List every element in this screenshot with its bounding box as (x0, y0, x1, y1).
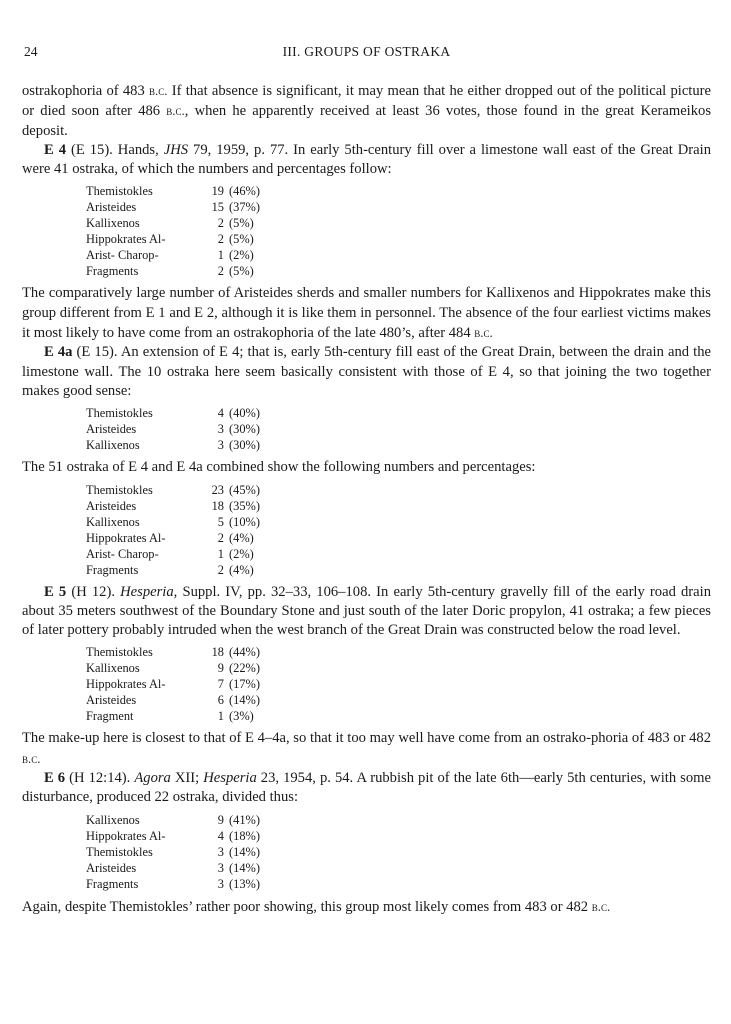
intro-text-2: If that absence is significant, it may mean that he either dropped out of the political picture or died soon after 486 (22, 83, 711, 120)
e4a-label: E 4a (44, 344, 73, 361)
vote-percentage: (18%) (229, 828, 260, 843)
vote-percentage: (14%) (229, 860, 260, 875)
vote-row (86, 437, 260, 453)
vote-row (86, 405, 260, 421)
candidate-name: Arist- Charop- (86, 546, 159, 561)
body-text (22, 81, 711, 917)
vote-row (86, 215, 260, 231)
running-title: III. GROUPS OF OSTRAKA (282, 44, 451, 59)
vote-row (86, 828, 260, 844)
vote-count: 4 (217, 828, 224, 843)
e6-discussion-text: Again, despite Themistokles’ rather poor showing, this group most likely comes from 483 or 482 (22, 898, 592, 915)
vote-row (86, 546, 260, 562)
vote-percentage: (3%) (229, 709, 254, 724)
vote-percentage: (45%) (229, 482, 260, 497)
e6-discussion (22, 897, 711, 917)
vote-row (86, 660, 260, 676)
vote-count: 23 (211, 482, 224, 497)
vote-percentage: (37%) (229, 200, 260, 215)
vote-percentage: (14%) (229, 693, 260, 708)
e5-discussion-bc: b.c. (22, 750, 41, 766)
candidate-name: Kallixenos (86, 661, 140, 676)
vote-count: 19 (211, 184, 224, 199)
candidate-name: Hippokrates Al- (86, 677, 166, 692)
vote-row (86, 263, 260, 279)
candidate-name: Kallixenos (86, 438, 140, 453)
candidate-name: Hippokrates Al- (86, 530, 166, 545)
e5-discussion (22, 729, 711, 769)
vote-count: 1 (217, 546, 224, 561)
candidate-name: Kallixenos (86, 514, 140, 529)
vote-percentage: (10%) (229, 514, 260, 529)
e5-paragraph (22, 583, 711, 641)
e6-text-3: 23, 1954, p. 54. A rubbish pit of the late 6th—early 5th centuries, with some disturbance, produced 22 ostraka, divided thus: (22, 770, 711, 806)
e5-journal: Hesperia (120, 583, 174, 600)
vote-count: 2 (217, 216, 224, 231)
candidate-name: Kallixenos (86, 812, 140, 827)
vote-row (86, 183, 260, 199)
vote-count: 3 (217, 876, 224, 891)
candidate-name: Themistokles (86, 482, 153, 497)
vote-count: 1 (217, 709, 224, 724)
vote-row (86, 676, 260, 692)
vote-count: 3 (217, 438, 224, 453)
e4-discussion (22, 284, 711, 343)
vote-row (86, 530, 260, 546)
candidate-name: Themistokles (86, 406, 153, 421)
intro-bc-1: b.c. (149, 83, 168, 98)
vote-percentage: (46%) (229, 184, 260, 199)
intro-text-3: , when he apparently received at least 36 votes, those found in the great Kerameikos deposit. (22, 103, 711, 139)
intro-text-1: ostrakophoria of 483 (22, 83, 150, 99)
vote-percentage: (4%) (229, 530, 254, 545)
vote-row (86, 708, 260, 724)
candidate-name: Themistokles (86, 844, 153, 859)
vote-row (86, 421, 260, 437)
vote-percentage: (40%) (229, 406, 260, 421)
candidate-name: Arist- Charop- (86, 248, 159, 263)
e5-label: E 5 (44, 583, 67, 600)
e4a-vote-table (86, 405, 260, 453)
intro-paragraph (22, 81, 711, 141)
candidate-name: Hippokrates Al- (86, 232, 166, 247)
vote-percentage: (5%) (229, 232, 254, 247)
vote-row (86, 812, 260, 828)
vote-percentage: (2%) (229, 248, 254, 263)
vote-percentage: (44%) (229, 645, 260, 660)
e4-label: E 4 (44, 141, 67, 158)
candidate-name: Aristeides (86, 200, 137, 215)
e5-text-2: , Suppl. IV, pp. 32–33, 106–108. In early 5th-century gravelly fill of the early road drain about 35 meters southwest of the Boundary Stone and just south of the later Doric propylon, 41 ostraka; a few pieces of later pottery probably intruded when the west branch of the Great Drain was constructed below the road level. (22, 583, 711, 639)
vote-row (86, 514, 260, 530)
vote-count: 2 (217, 530, 224, 545)
vote-count: 9 (217, 661, 224, 676)
candidate-name: Hippokrates Al- (86, 828, 166, 843)
vote-percentage: (5%) (229, 264, 254, 279)
vote-row (86, 692, 260, 708)
e6-label: E 6 (44, 770, 66, 787)
vote-percentage: (13%) (229, 876, 260, 891)
vote-percentage: (17%) (229, 677, 260, 692)
candidate-name: Themistokles (86, 645, 153, 660)
candidate-name: Themistokles (86, 184, 153, 199)
vote-count: 18 (211, 645, 224, 660)
vote-row (86, 876, 260, 892)
candidate-name: Fragments (86, 876, 139, 891)
candidate-name: Aristeides (86, 422, 137, 437)
e4-discussion-bc: b.c. (474, 325, 493, 341)
candidate-name: Fragment (86, 709, 134, 724)
vote-percentage: (41%) (229, 812, 260, 827)
intro-bc-2: b.c. (166, 103, 185, 119)
e6-paragraph (22, 769, 711, 808)
e4-combined-vote-table (86, 482, 260, 578)
vote-percentage: (22%) (229, 661, 260, 676)
e6-vote-table (86, 812, 260, 892)
vote-row (86, 482, 260, 498)
e6-text-2: XII; (170, 770, 204, 787)
vote-count: 15 (211, 200, 224, 215)
vote-row (86, 562, 260, 578)
vote-row (86, 247, 260, 263)
e4-vote-table (86, 183, 260, 279)
vote-percentage: (4%) (229, 562, 254, 577)
candidate-name: Fragments (86, 562, 139, 577)
e4-text-2: 79, 1959, p. 77. In early 5th-century fill over a limestone wall east of the Great Drain were 41 ostraka, of which the numbers and percentages follow: (22, 141, 711, 178)
vote-count: 3 (217, 860, 224, 875)
vote-percentage: (14%) (229, 844, 260, 859)
vote-row (86, 231, 260, 247)
vote-count: 3 (217, 844, 224, 859)
e4a-text: (E 15). An extension of E 4; that is, early 5th-century fill east of the Great Drain, between the drain and the limestone wall. The 10 ostraka here seem basically consistent with those of E 4, so that joining the two together makes good sense: (22, 344, 711, 399)
vote-percentage: (30%) (229, 422, 260, 437)
vote-percentage: (30%) (229, 438, 260, 453)
candidate-name: Kallixenos (86, 216, 140, 231)
vote-count: 2 (217, 232, 224, 247)
e6-journal-2: Hesperia (203, 770, 257, 787)
e4-discussion-text: The comparatively large number of Aristeides sherds and smaller numbers for Kallixenos and Hippokrates make this group different from E 1 and E 2, although it is like them in personnel. The absence of the four earliest victims makes it most likely to have come from an ostrakophoria of the late 480’s, after 484 (22, 285, 711, 342)
candidate-name: Aristeides (86, 498, 137, 513)
vote-count: 5 (217, 514, 224, 529)
vote-row (86, 644, 260, 660)
e4a-paragraph (22, 343, 711, 401)
running-head (22, 44, 711, 64)
vote-percentage: (5%) (229, 216, 254, 231)
vote-count: 7 (217, 677, 224, 692)
e6-discussion-bc: b.c. (591, 898, 611, 914)
vote-percentage: (35%) (229, 498, 260, 513)
e4-paragraph (22, 141, 711, 180)
e6-journal-1: Agora (134, 770, 171, 787)
e5-text-1: (H 12). (66, 583, 121, 600)
e5-discussion-text: The make-up here is closest to that of E 4–4a, so that it too may well have come from an ostrako-phoria of 483 or 482 (22, 730, 711, 747)
candidate-name: Fragments (86, 264, 139, 279)
e4-combined-intro: The 51 ostraka of E 4 and E 4a combined show the following numbers and percentages: (22, 459, 536, 476)
page-number: 24 (24, 44, 38, 59)
candidate-name: Aristeides (86, 693, 137, 708)
vote-row (86, 860, 260, 876)
vote-count: 9 (217, 812, 224, 827)
vote-row (86, 199, 260, 215)
vote-count: 6 (217, 693, 224, 708)
vote-percentage: (2%) (229, 546, 254, 561)
e5-vote-table (86, 644, 260, 724)
vote-count: 3 (217, 422, 224, 437)
vote-count: 4 (217, 406, 224, 421)
vote-row (86, 498, 260, 514)
candidate-name: Aristeides (86, 860, 137, 875)
vote-count: 2 (217, 562, 224, 577)
vote-count: 18 (211, 498, 224, 513)
vote-count: 2 (217, 264, 224, 279)
e4-text-1: (E 15). Hands, (66, 141, 164, 158)
vote-count: 1 (217, 248, 224, 263)
e6-text-1: (H 12:14). (65, 770, 135, 787)
e4-journal: JHS (163, 141, 189, 158)
vote-row (86, 844, 260, 860)
